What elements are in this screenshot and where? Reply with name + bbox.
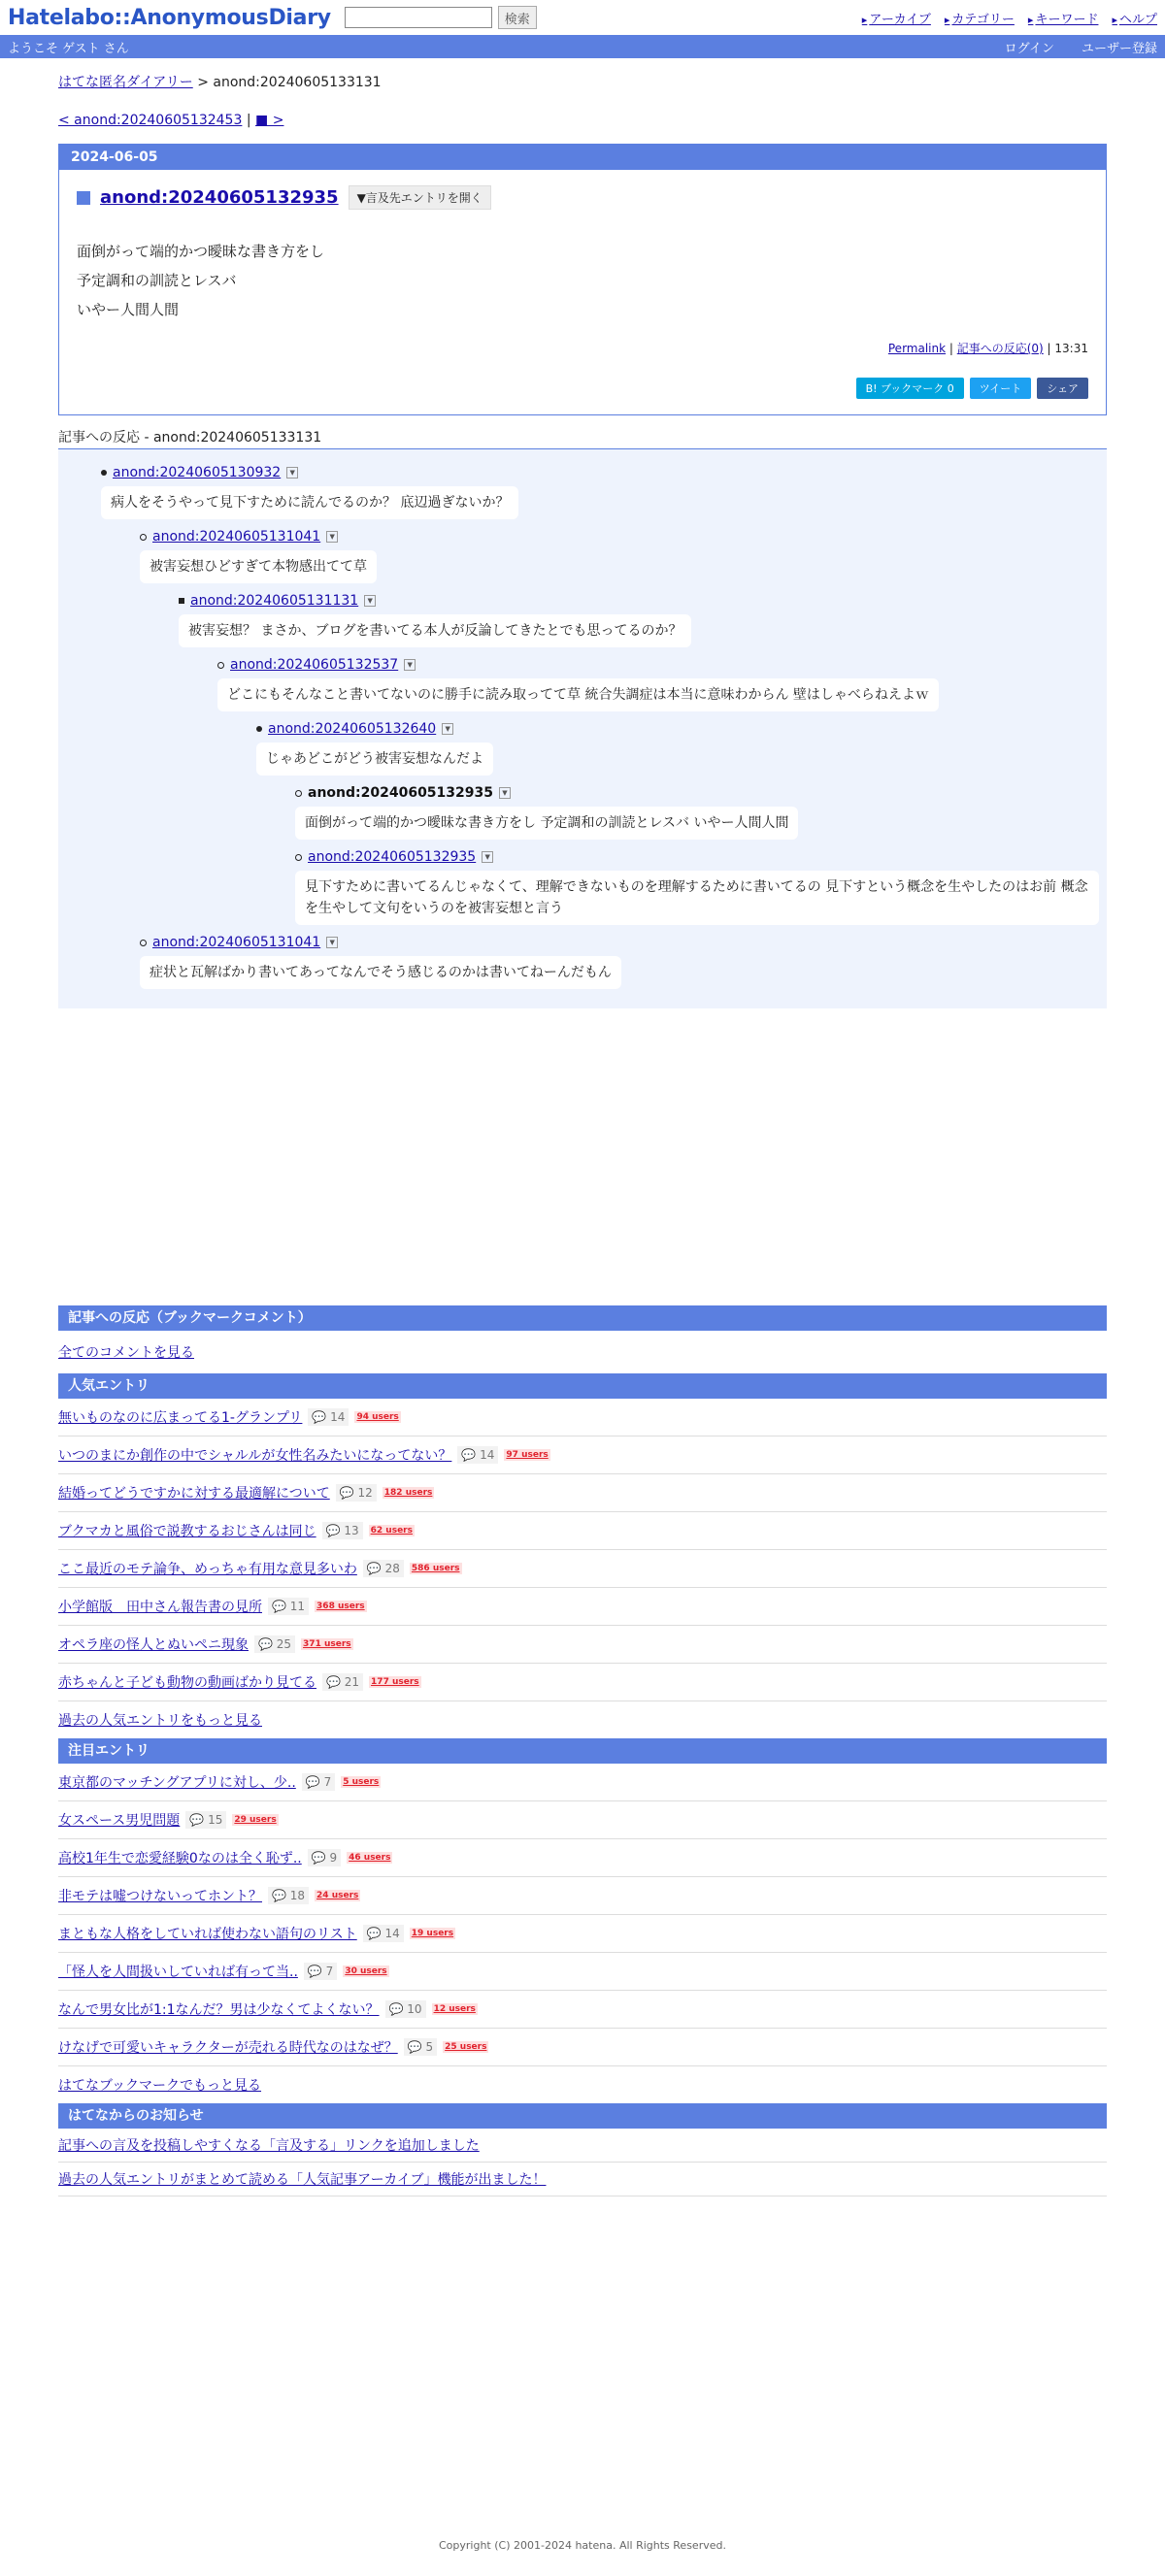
entry-row — [58, 1915, 1107, 1953]
news-link[interactable]: 過去の人気エントリがまとめて読める「人気記事アーカイブ」機能が出ました！ — [58, 2172, 547, 2188]
bullet-icon — [256, 726, 262, 732]
entry-row — [58, 1764, 1107, 1801]
entry-link[interactable]: オペラ座の怪人とぬいペニ現象 — [58, 1637, 249, 1653]
comment-count[interactable]: 💬 14 — [363, 1925, 404, 1942]
entry-pager — [58, 113, 1107, 128]
bookmark-users-badge[interactable]: 25 users — [445, 2042, 487, 2052]
reaction-node — [140, 529, 1087, 583]
entry-link[interactable]: 結婚ってどうですかに対する最適解について — [58, 1486, 330, 1502]
chevron-down-icon[interactable]: ▼ — [499, 787, 511, 799]
reaction-link[interactable]: anond:20240605132640 — [268, 721, 437, 737]
nav-help[interactable]: ▸ ヘルプ — [1112, 9, 1157, 27]
entry-row — [58, 1801, 1107, 1839]
comment-count[interactable]: 💬 10 — [385, 2000, 426, 2018]
comment-count[interactable]: 💬 7 — [304, 1963, 337, 1980]
comment-count-value: 12 — [357, 1486, 373, 1500]
chevron-down-icon[interactable]: ▼ — [482, 851, 493, 863]
next-entry-link[interactable]: ■ > — [255, 113, 284, 128]
entry-link[interactable]: 赤ちゃんと子ども動物の動画ばかり見てる — [58, 1675, 316, 1691]
entry-link[interactable]: 女スペース男児問題 — [58, 1813, 181, 1829]
reaction-link[interactable]: anond:20240605132537 — [230, 657, 399, 673]
comment-count-value: 7 — [325, 1965, 334, 1978]
bullet-icon — [140, 534, 147, 541]
bookmark-users-badge[interactable]: 12 users — [433, 2004, 476, 2014]
comment-count[interactable]: 💬 14 — [457, 1446, 498, 1464]
entry-row — [58, 1550, 1107, 1588]
reaction-node — [101, 465, 1087, 519]
entry-row — [58, 1877, 1107, 1915]
hatena-bookmark-button[interactable]: B! ブックマーク 0 — [856, 378, 964, 399]
reaction-text: 面倒がって端的かつ曖昧な書き方をし 予定調和の訓読とレスバ いやー人間人間 — [295, 807, 798, 840]
reaction-text: 被害妄想？ まさか、ブログを書いてる本人が反論してきたとでも思ってるのか？ — [179, 614, 691, 647]
more-bookmark-link[interactable]: はてなブックマークでもっと見る — [58, 2078, 262, 2094]
nav-archive[interactable]: ▸ アーカイブ — [862, 9, 931, 27]
chevron-down-icon[interactable]: ▼ — [326, 937, 338, 948]
bullet-icon — [140, 940, 147, 946]
reaction-node — [179, 593, 1087, 647]
permalink[interactable]: Permalink — [887, 342, 947, 355]
bookmark-users-badge[interactable]: 19 users — [411, 1929, 454, 1938]
entry-row — [58, 1991, 1107, 2029]
share-buttons — [77, 378, 1088, 399]
entry-link[interactable]: けなげで可愛いキャラクターが売れる時代なのはなぜ？ — [58, 2040, 398, 2056]
entry-meta: Permalink | 記事への反応(0) | 13:31 — [887, 342, 1088, 355]
reaction-node — [140, 935, 1087, 989]
comment-count-value: 11 — [289, 1600, 306, 1613]
register-link[interactable]: ユーザー登録 — [1081, 41, 1157, 56]
chevron-down-icon[interactable]: ▼ — [364, 595, 376, 607]
entry-line: 面倒がって端的かつ曖昧な書き方をし — [77, 243, 325, 260]
header — [0, 0, 1165, 35]
reaction-text: 被害妄想ひどすぎて本物感出てて草 — [140, 550, 377, 583]
chevron-down-icon[interactable]: ▼ — [326, 531, 338, 543]
reactions-heading: 記事への反応 - anond:20240605133131 — [58, 427, 1107, 449]
prev-entry-link[interactable]: < anond:20240605132453 — [58, 113, 243, 128]
entry-link[interactable]: 「怪人を人間扱いしていれば有って当.. — [58, 1965, 298, 1980]
facebook-share-button[interactable]: シェア — [1037, 378, 1088, 399]
reaction-node-current — [295, 785, 1087, 840]
comment-count[interactable]: 💬 7 — [302, 1773, 335, 1791]
comment-count[interactable]: 💬 9 — [308, 1849, 341, 1866]
news-link[interactable]: 記事への言及を投稿しやすくなる「言及する」リンクを追加しました — [58, 2138, 480, 2154]
entry-line: いやー人間人間 — [77, 301, 180, 318]
entry-link[interactable]: なんで男女比が1:1なんだ？男は少なくてよくない？ — [58, 2002, 380, 2018]
bookmark-users-badge[interactable]: 97 users — [506, 1450, 549, 1460]
bookmark-users-badge[interactable]: 62 users — [370, 1526, 413, 1536]
comment-count-value: 14 — [330, 1410, 346, 1424]
popular-entries-list — [58, 1399, 1107, 1701]
welcome-text: ようこそ ゲスト さん — [8, 41, 129, 56]
login-link[interactable]: ログイン — [1004, 41, 1054, 56]
attention-entries-list — [58, 1764, 1107, 2066]
bullet-icon — [217, 662, 224, 669]
bullet-icon — [295, 790, 302, 797]
all-comments-link[interactable]: 全てのコメントを見る — [58, 1345, 194, 1361]
entry-row — [58, 1588, 1107, 1626]
comment-count[interactable]: 💬 15 — [185, 1811, 226, 1829]
entry-row — [58, 1839, 1107, 1877]
reaction-link[interactable]: anond:20240605131131 — [190, 593, 359, 609]
entry-link[interactable]: 東京都のマッチングアプリに対し、少.. — [58, 1775, 296, 1791]
comment-count[interactable]: 💬 25 — [254, 1635, 295, 1653]
bookmark-users-badge[interactable]: 182 users — [383, 1488, 433, 1498]
reactions-count-link[interactable]: 記事への反応(0) — [956, 342, 1044, 355]
comment-count-value: 10 — [407, 2002, 422, 2016]
reaction-tree — [58, 449, 1107, 1008]
bookmark-users-badge[interactable]: 94 users — [356, 1412, 399, 1422]
pager-separator: | — [242, 113, 256, 128]
entry-square-icon — [77, 191, 90, 205]
entry-row — [58, 1437, 1107, 1474]
reaction-text: 病人をそうやって見下すために読んでるのか？ 底辺過ぎないか？ — [101, 486, 518, 519]
entry-row — [58, 1474, 1107, 1512]
comment-count-value: 18 — [289, 1889, 306, 1902]
reaction-node — [217, 657, 1087, 711]
bullet-icon — [295, 854, 302, 861]
comment-count-value: 28 — [384, 1562, 400, 1575]
user-bar — [0, 35, 1165, 58]
reaction-text: 症状と瓦解ばかり書いてあってなんでそう感じるのかは書いてねーんだもん — [140, 956, 621, 989]
comment-count[interactable]: 💬 14 — [308, 1408, 349, 1426]
popular-entries-heading: 人気エントリ — [58, 1373, 1107, 1399]
breadcrumb-current: anond:20240605133131 — [213, 75, 382, 90]
comment-count-value: 5 — [425, 2040, 434, 2054]
bullet-icon — [179, 598, 184, 604]
search-input[interactable] — [345, 7, 492, 28]
entry-link[interactable]: 小学館版 田中さん報告書の見所 — [58, 1600, 262, 1615]
comment-count[interactable]: 💬 18 — [268, 1887, 309, 1904]
entry-card — [58, 144, 1107, 415]
reaction-link[interactable]: anond:20240605132935 — [308, 849, 477, 865]
reaction-text: じゃあどこがどう被害妄想なんだよ — [256, 743, 493, 776]
bullet-icon — [101, 470, 107, 476]
comment-count-value: 14 — [480, 1448, 495, 1462]
bookmark-users-badge[interactable]: 586 users — [411, 1564, 460, 1573]
reaction-link[interactable]: anond:20240605130932 — [113, 465, 282, 480]
entry-date: 2024-06-05 — [59, 145, 1106, 170]
search-button[interactable]: 検索 — [498, 6, 537, 29]
entry-link[interactable]: 非モテは嘘つけないってホント？ — [58, 1889, 262, 1904]
bookmark-users-badge[interactable]: 24 users — [316, 1891, 359, 1900]
entry-link[interactable]: 無いものなのに広まってる1-グランプリ — [58, 1410, 303, 1426]
comment-count-value: 14 — [384, 1927, 400, 1940]
header-nav — [862, 9, 1157, 27]
chevron-down-icon[interactable]: ▼ — [442, 723, 453, 735]
entry-content — [77, 237, 1088, 324]
nav-category[interactable]: ▸ カテゴリー — [945, 9, 1015, 27]
breadcrumb — [58, 72, 1107, 91]
attention-entries-heading: 注目エントリ — [58, 1738, 1107, 1764]
comment-count-value: 7 — [323, 1775, 332, 1789]
entry-row — [58, 1664, 1107, 1701]
entry-line: 予定調和の訓読とレスバ — [77, 272, 237, 289]
bookmark-users-badge[interactable]: 29 users — [234, 1815, 277, 1825]
comment-count[interactable]: 💬 28 — [363, 1560, 404, 1577]
bookmark-users-badge[interactable]: 371 users — [303, 1639, 351, 1649]
chevron-down-icon[interactable]: ▼ — [286, 467, 298, 479]
reaction-text: 見下すために書いてるんじゃなくて、理解できないものを理解するために書いてるの 見下すという概念を生やしたのはお前 概念を生やして文句をいうのを被害妄想と言う — [295, 871, 1099, 925]
comment-count-value: 9 — [329, 1851, 338, 1865]
reaction-link[interactable]: anond:20240605131041 — [152, 935, 321, 950]
bookmark-users-badge[interactable]: 177 users — [371, 1677, 419, 1687]
comment-count[interactable]: 💬 11 — [268, 1598, 309, 1615]
reaction-link[interactable]: anond:20240605131041 — [152, 529, 321, 545]
reaction-node — [295, 849, 1087, 925]
entry-link[interactable]: 高校1年生で恋愛経験0なのは全く恥ず.. — [58, 1851, 302, 1866]
bookmark-users-badge[interactable]: 368 users — [316, 1602, 365, 1611]
breadcrumb-home[interactable]: はてな匿名ダイアリー — [58, 75, 193, 90]
ad-space — [58, 1008, 1107, 1305]
bookmark-users-badge[interactable]: 5 users — [343, 1777, 380, 1787]
comment-count-value: 13 — [344, 1524, 359, 1537]
entry-row — [58, 2029, 1107, 2066]
comment-count[interactable]: 💬 5 — [404, 2038, 437, 2056]
breadcrumb-separator: > — [192, 75, 214, 90]
entry-row — [58, 1626, 1107, 1664]
comment-count-value: 21 — [344, 1675, 360, 1689]
site-logo[interactable]: Hatelabo::AnonymousDiary — [8, 5, 331, 30]
entry-row — [58, 1399, 1107, 1437]
comment-count[interactable]: 💬 12 — [336, 1484, 377, 1502]
bookmark-comments-heading: 記事への反応（ブックマークコメント） — [58, 1305, 1107, 1331]
entry-link[interactable]: まともな人格をしていれば使わない語句のリスト — [58, 1927, 357, 1942]
entry-link[interactable]: ここ最近のモテ論争、めっちゃ有用な意見多いわ — [58, 1562, 357, 1577]
copyright: Copyright (C) 2001-2024 hatena. All Rights Reserved. — [439, 2539, 726, 2552]
nav-keyword[interactable]: ▸ キーワード — [1028, 9, 1099, 27]
comment-count-value: 25 — [276, 1637, 292, 1651]
chevron-down-icon[interactable]: ▼ — [404, 659, 416, 671]
hatena-news-heading: はてなからのお知らせ — [58, 2103, 1107, 2129]
comment-count[interactable]: 💬 13 — [322, 1522, 363, 1539]
reaction-text: どこにもそんなこと書いてないのに勝手に読み取ってて草 統合失調症は本当に意味わからん 壁はしゃべらねえよｗ — [217, 678, 939, 711]
bookmark-users-badge[interactable]: 46 users — [349, 1853, 391, 1863]
comment-count[interactable]: 💬 21 — [322, 1673, 363, 1691]
entry-row — [58, 1953, 1107, 1991]
entry-link[interactable]: ブクマカと風俗で説教するおじさんは同じ — [58, 1524, 316, 1539]
open-referenced-entry-button[interactable]: ▼言及先エントリを開く — [349, 185, 491, 210]
entry-title-link[interactable]: anond:20240605132935 — [100, 187, 339, 208]
entry-link[interactable]: いつのまにか創作の中でシャルルが女性名みたいになってない？ — [58, 1448, 452, 1464]
current-entry-id: anond:20240605132935 — [308, 785, 493, 801]
entry-row — [58, 1512, 1107, 1550]
entry-time: 13:31 — [1054, 342, 1088, 355]
tweet-button[interactable]: ツイート — [970, 378, 1031, 399]
comment-count-value: 15 — [208, 1813, 223, 1827]
more-popular-link[interactable]: 過去の人気エントリをもっと見る — [58, 1713, 262, 1729]
reaction-node — [256, 721, 1087, 776]
bookmark-users-badge[interactable]: 30 users — [345, 1966, 387, 1976]
